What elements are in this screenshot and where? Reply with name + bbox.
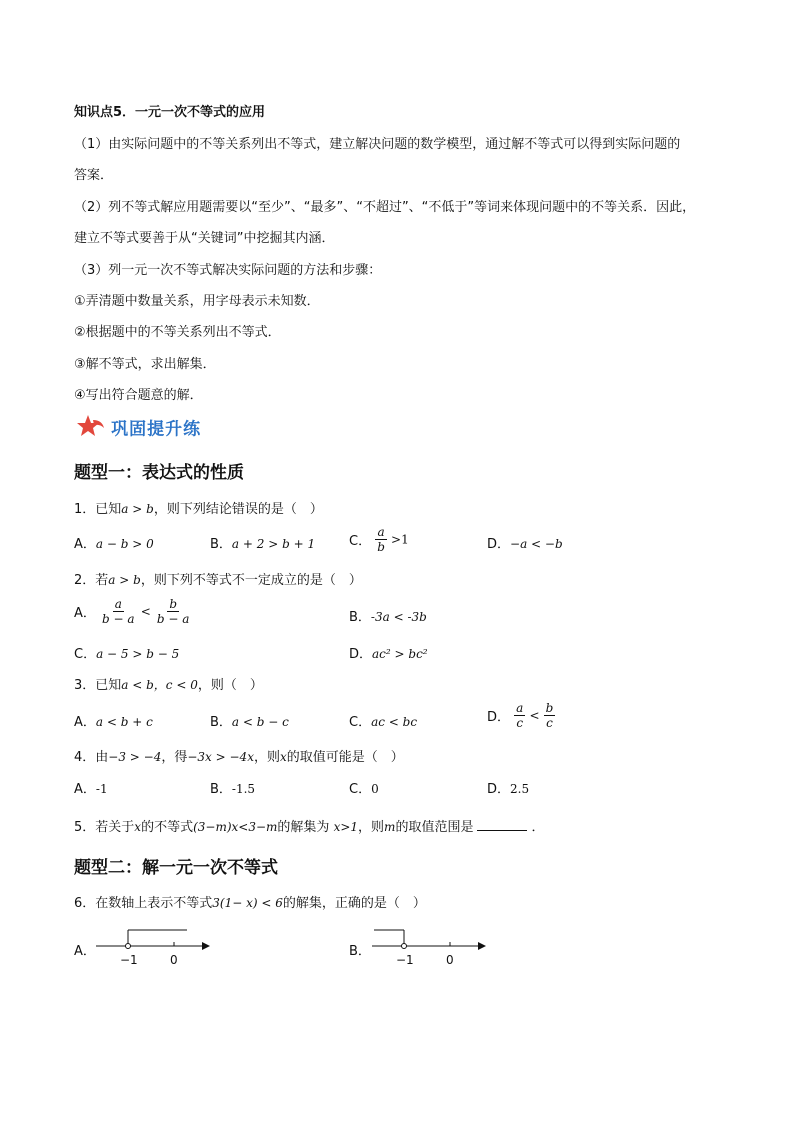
q2-option-c[interactable]: C．a − 5 > b − 5: [74, 647, 180, 662]
question-5: 5．若关于x的不等式(3−m)x<3−m的解集为 x>1，则m的取值范围是 ．: [74, 820, 545, 835]
star-icon: [76, 414, 106, 440]
section-2-title: 题型二：解一元一次不等式: [74, 858, 278, 878]
tick-label-0: 0: [170, 953, 178, 967]
step-4: ④写出符合题意的解．: [74, 388, 203, 403]
number-line-a[interactable]: [92, 922, 212, 972]
q4-option-b[interactable]: B．-1.5: [210, 782, 256, 797]
q2-option-d[interactable]: D．ac² > bc²: [349, 647, 428, 662]
question-2: 2．若a > b，则下列不等式不一定成立的是（ ）: [74, 573, 362, 588]
step-2: ②根据题中的不等关系列出不等式．: [74, 325, 281, 340]
q4-option-d[interactable]: D．2.5: [487, 782, 530, 797]
q3-option-c[interactable]: C．ac < bc: [349, 715, 418, 730]
step-3: ③解不等式，求出解集．: [74, 357, 216, 372]
paragraph-2-line-1: （2）列不等式解应用题需要以“至少”、“最多”、“不超过”、“不低于”等词来体现问题中的不等关系．因此，: [74, 200, 696, 215]
q1-option-b[interactable]: B．a + 2 > b + 1: [210, 537, 316, 552]
paragraph-1-line-2: 答案．: [74, 168, 114, 183]
question-4: 4．由−3 > −4，得−3x > −4x，则x的取值可能是（ ）: [74, 750, 404, 765]
step-1: ①弄清题中数量关系，用字母表示未知数．: [74, 294, 320, 309]
q3-option-a[interactable]: A．a < b + c: [74, 715, 153, 730]
q1-option-c[interactable]: C． $\frac{a}{b}$ >1: [349, 525, 409, 554]
paragraph-3: （3）列一元一次不等式解决实际问题的方法和步骤：: [74, 263, 382, 278]
number-line-b[interactable]: [368, 922, 488, 972]
practice-banner: [76, 414, 201, 440]
paragraph-2-line-2: 建立不等式要善于从“关键词”中挖掘其内涵．: [74, 231, 335, 246]
q2-option-a[interactable]: A． $\frac{a}{b - a}$ < $\frac{b}{b - a}$: [74, 597, 190, 626]
question-6: 6．在数轴上表示不等式3(1− x) < 6的解集，正确的是（ ）: [74, 896, 426, 911]
tick-label-minus-1: −1: [396, 953, 414, 967]
q4-option-a[interactable]: A．-1: [74, 782, 108, 797]
paragraph-1-line-1: （1）由实际问题中的不等关系列出不等式，建立解决问题的数学模型，通过解不等式可以得到实际问题的: [74, 137, 681, 152]
tick-label-minus-1: −1: [120, 953, 138, 967]
q1-option-d[interactable]: D．−a < −b: [487, 537, 563, 552]
q1-option-a[interactable]: A．a − b > 0: [74, 537, 154, 552]
q6-option-a[interactable]: A．: [74, 944, 96, 959]
knowledge-title: 知识点5．一元一次不等式的应用: [74, 105, 266, 120]
banner-label: 巩固提升练: [111, 419, 202, 440]
section-1-title: 题型一：表达式的性质: [74, 463, 244, 483]
tick-label-0: 0: [446, 953, 454, 967]
question-3: 3．已知a < b，c < 0，则（ ）: [74, 678, 263, 693]
answer-blank[interactable]: [477, 818, 527, 831]
question-1: 1．已知a > b，则下列结论错误的是（ ）: [74, 502, 323, 517]
q3-option-d[interactable]: D． $\frac{a}{c}$ < $\frac{b}{c}$: [487, 701, 554, 730]
q4-option-c[interactable]: C．0: [349, 782, 379, 797]
q6-option-b[interactable]: B．: [349, 944, 371, 959]
q2-option-b[interactable]: B．-3a < -3b: [349, 610, 427, 625]
q3-option-b[interactable]: B．a < b − c: [210, 715, 289, 730]
